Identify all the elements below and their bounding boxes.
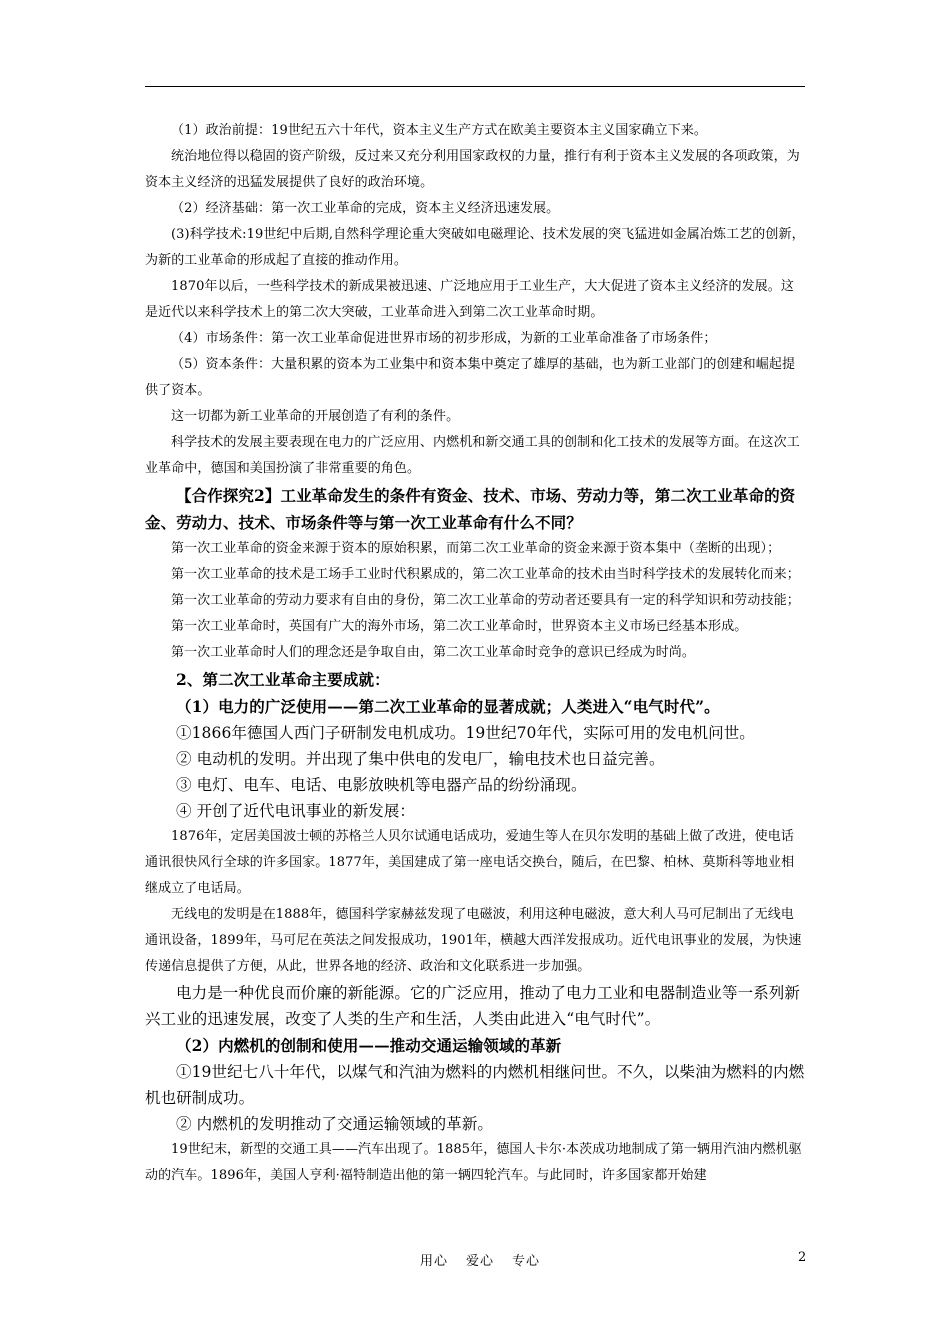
paragraph: （4）市场条件：第一次工业革命促进世界市场的初步形成，为新的工业革命准备了市场条件；: [171, 331, 717, 346]
paragraph: 第一次工业革命时人们的理念还是争取自由，第二次工业革命时竞争的意识已经成为时尚。: [171, 645, 696, 660]
section-heading: 【合作探究2】工业革命发生的条件有资金、技术、市场、劳动力等，第二次工业革命的资金、劳动力、技术、市场条件等与第一次工业革命有什么不同？: [145, 486, 796, 532]
paragraph: 1870年以后，一些科学技术的新成果被迅速、广泛地应用于工业生产，大大促进了资本主义经济的发展。这是近代以来科学技术上的第二次大突破，工业革命进入到第二次工业革命时期。: [145, 279, 794, 320]
paragraph: ④ 开创了近代电讯事业的新发展：: [176, 802, 416, 820]
paragraph: 无线电的发明是在1888年，德国科学家赫兹发现了电磁波，利用这种电磁波，意大利人马可尼制出了无线电通讯设备，1899年，马可尼在英法之间发报成功，1901年，横越大西洋发报成功。近代电讯事业的发展，为快速传递信息提供了方便，从此，世界各地的经济、政治和文化联系进一步加强。: [145, 907, 802, 974]
paragraph: 第一次工业革命的技术是工场手工业时代积累成的，第二次工业革命的技术由当时科学技术的发展转化而来；: [171, 567, 800, 582]
paragraph: 电力是一种优良而价廉的新能源。它的广泛应用，推动了电力工业和电器制造业等一系列新兴工业的迅速发展，改变了人类的生产和生活，人类由此进入“电气时代”。: [145, 984, 801, 1028]
paragraph: （2）经济基础：第一次工业革命的完成，资本主义经济迅速发展。: [171, 201, 560, 216]
section-heading: （2）内燃机的创制和使用——推动交通运输领域的革新: [176, 1036, 562, 1055]
paragraph: 统治地位得以稳固的资产阶级，反过来又充分利用国家政权的力量，推行有利于资本主义发展的各项政策，为资本主义经济的迅猛发展提供了良好的政治环境。: [145, 149, 800, 190]
paragraph: 1876年，定居美国波士顿的苏格兰人贝尔试通电话成功，爱迪生等人在贝尔发明的基础上做了改进，使电话通讯很快风行全球的许多国家。1877年，美国建成了第一座电话交换台，随后，在巴黎、柏林、莫斯科等地业相继成立了电话局。: [145, 829, 795, 896]
paragraph: ①1866年德国人西门子研制发电机成功。19世纪70年代，实际可用的发电机问世。: [176, 724, 755, 742]
paragraph: (3)科学技术:19世纪中后期,自然科学理论重大突破如电磁理论、技术发展的突飞猛进如金属冶炼工艺的创新，为新的工业革命的形成起了直接的推动作用。: [145, 227, 805, 268]
paragraph: 19世纪末，新型的交通工具——汽车出现了。1885年，德国人卡尔·本茨成功地制成了第一辆用汽油内燃机驱动的汽车。1896年，美国人亨利·福特制造出他的第一辆四轮汽车。与此同时，许多国家都开始建: [145, 1142, 802, 1183]
paragraph: （1）政治前提：19世纪五六十年代，资本主义生产方式在欧美主要资本主义国家确立下来。: [171, 123, 708, 138]
motto-word: 专心: [512, 1254, 541, 1269]
paragraph: ①19世纪七八十年代，以煤气和汽油为燃料的内燃机相继问世。不久，以柴油为燃料的内燃机也研制成功。: [145, 1063, 805, 1107]
document-body: [145, 118, 807, 1189]
page-number: 2: [798, 1250, 807, 1265]
section-heading: （1）电力的广泛使用——第二次工业革命的显著成就；人类进入“电气时代”。: [176, 697, 720, 716]
paragraph: ② 内燃机的发明推动了交通运输领域的革新。: [176, 1115, 494, 1133]
motto-word: 爱心: [466, 1254, 495, 1269]
paragraph: 这一切都为新工业革命的开展创造了有利的条件。: [171, 409, 460, 424]
footer-motto: [420, 1250, 558, 1269]
section-heading: 2、第二次工业革命主要成就：: [176, 670, 390, 689]
paragraph: （5）资本条件：大量积累的资本为工业集中和资本集中奠定了雄厚的基础，也为新工业部门的创建和崛起提供了资本。: [145, 357, 796, 398]
paragraph: 第一次工业革命的劳动力要求有自由的身份，第二次工业革命的劳动者还要具有一定的科学知识和劳动技能；: [171, 593, 800, 608]
paragraph: ② 电动机的发明。并出现了集中供电的发电厂，输电技术也日益完善。: [176, 750, 665, 768]
header-rule: [145, 86, 805, 87]
motto-word: 用心: [420, 1254, 449, 1269]
paragraph: 科学技术的发展主要表现在电力的广泛应用、内燃机和新交通工具的创制和化工技术的发展等方面。在这次工业革命中，德国和美国扮演了非常重要的角色。: [145, 435, 800, 476]
paragraph: 第一次工业革命时，英国有广大的海外市场，第二次工业革命时，世界资本主义市场已经基本形成。: [171, 619, 748, 634]
paragraph: 第一次工业革命的资金来源于资本的原始积累，而第二次工业革命的资金来源于资本集中（垄断的出现）；: [171, 541, 781, 556]
paragraph: ③ 电灯、电车、电话、电影放映机等电器产品的纷纷涌现。: [176, 776, 587, 794]
